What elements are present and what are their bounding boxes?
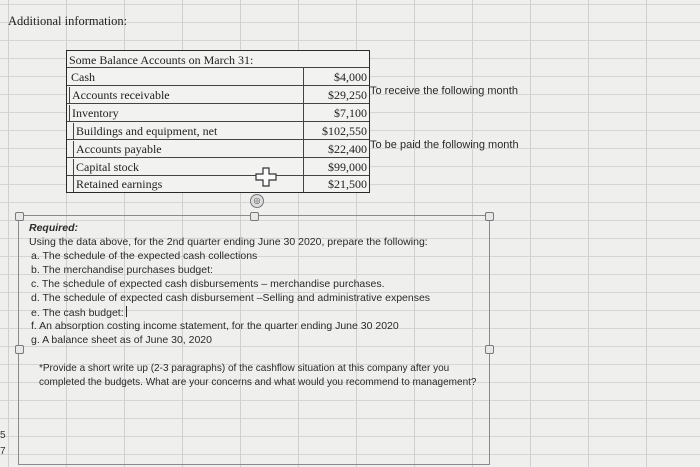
resize-handle[interactable] xyxy=(15,345,24,354)
text-cursor xyxy=(126,306,127,317)
account-name: Retained earnings xyxy=(73,176,162,192)
required-item-cash-budget[interactable] xyxy=(31,306,127,321)
required-heading: Required: xyxy=(29,222,79,234)
account-name: Accounts payable xyxy=(73,141,162,157)
account-name: Buildings and equipment, net xyxy=(73,123,217,139)
required-item: b. The merchandise purchases budget: xyxy=(31,264,213,276)
required-item: e. The cash budget: xyxy=(31,307,124,319)
account-name: Capital stock xyxy=(73,159,139,175)
required-item: d. The schedule of expected cash disbursement –Selling and administrative expenses xyxy=(31,292,431,304)
required-intro: Using the data above, for the 2nd quarter ending June 30 2020, prepare the following: xyxy=(29,236,428,248)
margin-mark: 5 xyxy=(0,430,6,441)
account-amount: $22,400 xyxy=(328,142,367,156)
account-amount: $4,000 xyxy=(334,70,367,84)
payable-note: To be paid the following month xyxy=(370,139,519,151)
required-text-box[interactable] xyxy=(18,215,490,465)
plus-cursor-icon xyxy=(252,166,280,188)
required-item: a. The schedule of the expected cash collections xyxy=(31,250,258,262)
table-row xyxy=(67,122,369,140)
account-name: Cash xyxy=(71,70,95,84)
table-row xyxy=(67,140,369,158)
table-row xyxy=(67,68,369,86)
account-amount: $102,550 xyxy=(322,124,367,138)
table-row xyxy=(67,158,369,176)
resize-handle[interactable] xyxy=(485,212,494,221)
required-item: g. A balance sheet as of June 30, 2020 xyxy=(31,334,212,346)
writeup-prompt: *Provide a short write up (2-3 paragraphs) of the cashflow situation at this company after you completed the budgets. What are your concerns and what would you recommend to management? xyxy=(39,363,477,388)
account-amount: $7,100 xyxy=(334,106,367,120)
receivable-note: To receive the following month xyxy=(370,85,518,97)
account-name: Accounts receivable xyxy=(69,87,170,103)
account-name: Inventory xyxy=(69,105,119,121)
account-amount: $21,500 xyxy=(328,177,367,191)
resize-handle[interactable] xyxy=(485,345,494,354)
table-row xyxy=(67,175,369,193)
table-row xyxy=(67,86,369,104)
anchor-dot-icon[interactable]: ◎ xyxy=(250,194,264,208)
resize-handle[interactable] xyxy=(250,212,259,221)
required-item: f. An absorption costing income statement, for the quarter ending June 30 2020 xyxy=(31,320,399,332)
margin-mark: 7 xyxy=(0,446,6,457)
balance-accounts-table xyxy=(66,50,370,193)
account-amount: $29,250 xyxy=(328,88,367,102)
account-amount: $99,000 xyxy=(328,160,367,174)
required-item: c. The schedule of expected cash disbursements – merchandise purchases. xyxy=(31,278,385,290)
table-row xyxy=(67,104,369,122)
additional-info-label: Additional information: xyxy=(8,14,128,28)
resize-handle[interactable] xyxy=(15,212,24,221)
balance-table-title: Some Balance Accounts on March 31: xyxy=(69,53,254,67)
